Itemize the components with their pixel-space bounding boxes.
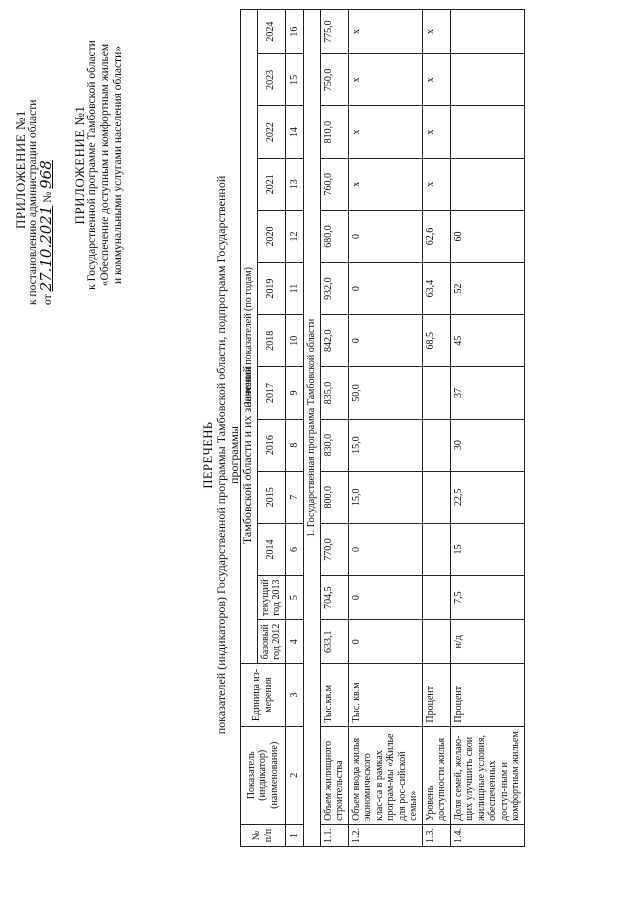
value-cell: 68,5 (422, 315, 450, 367)
col-header-name: Показатель (индикатор) (наименование) (241, 726, 286, 824)
value-cell: 52 (450, 263, 524, 315)
value-cell: 0 (348, 210, 422, 262)
column-number: 10 (285, 315, 304, 367)
column-number: 5 (285, 576, 304, 620)
table-body (320, 10, 524, 847)
year-header: базовый год 2012 (257, 620, 285, 664)
row-number: 1.4. (450, 824, 524, 846)
indicator-name: Объем жилищного строительства (320, 726, 348, 824)
value-cell: 633,1 (320, 620, 348, 664)
column-number: 8 (285, 419, 304, 471)
row-number: 1.2. (348, 824, 422, 846)
table-row (348, 10, 422, 847)
table-row (450, 10, 524, 847)
value-cell: 830,0 (320, 419, 348, 471)
value-cell: 30 (450, 419, 524, 471)
program-line-3: и коммунальными услугами населения области» (112, 46, 124, 284)
value-cell: н/д (450, 620, 524, 664)
col-header-unit: Единица из-мерения (241, 664, 286, 726)
row-number: 1.1. (320, 824, 348, 846)
value-cell: 62,6 (422, 210, 450, 262)
value-cell: 22,5 (450, 471, 524, 523)
decree-line: к постановлению администрации области (27, 99, 39, 305)
year-header: 2017 (257, 367, 285, 419)
value-cell: 810,0 (320, 106, 348, 158)
unit-cell: Процент (450, 664, 524, 726)
unit-cell: Тыс. кв.м (348, 664, 422, 726)
column-number: 12 (285, 210, 304, 262)
value-cell (450, 158, 524, 210)
value-cell (422, 367, 450, 419)
value-cell: 775,0 (320, 10, 348, 54)
appendix-header-decree (14, 35, 55, 305)
column-number: 6 (285, 523, 304, 575)
value-cell: 0 (348, 620, 422, 664)
year-header: 2018 (257, 315, 285, 367)
year-header: 2014 (257, 523, 285, 575)
year-header: 2020 (257, 210, 285, 262)
program-line-2: «Обеспечение доступным и комфортным жильем (99, 43, 111, 287)
column-number: 15 (285, 54, 304, 106)
value-cell: х (422, 10, 450, 54)
column-number: 13 (285, 158, 304, 210)
value-cell: х (422, 106, 450, 158)
value-cell (422, 419, 450, 471)
title-perechen: ПЕРЕЧЕНЬ (201, 421, 215, 489)
table-row (320, 10, 348, 847)
value-cell: 680,0 (320, 210, 348, 262)
column-number: 4 (285, 620, 304, 664)
decree-date-line: от 27.10.2021 № 968 (37, 160, 55, 305)
year-header: 2015 (257, 471, 285, 523)
title-line-2: показателей (индикаторов) Государственной программы Тамбовской области, подпрограмм Государственной программы (214, 175, 241, 735)
value-cell: 15 (450, 523, 524, 575)
value-cell: 800,0 (320, 471, 348, 523)
value-cell: 15,0 (348, 471, 422, 523)
column-number: 1 (285, 824, 304, 846)
indicator-name: Уровень доступности жилья (422, 726, 450, 824)
value-cell: х (348, 54, 422, 106)
row-number: 1.3. (422, 824, 450, 846)
appendix-title: ПРИЛОЖЕНИЕ №1 (13, 110, 28, 229)
value-cell (450, 106, 524, 158)
column-number-row (285, 10, 304, 847)
year-header: 2023 (257, 54, 285, 106)
value-cell (450, 10, 524, 54)
value-cell: 0 (348, 263, 422, 315)
unit-cell: Тыс.кв.м (320, 664, 348, 726)
value-cell: 0 (348, 315, 422, 367)
column-number: 2 (285, 726, 304, 824)
value-cell (422, 471, 450, 523)
decree-date: 27.10.2021 (37, 205, 55, 292)
value-cell: х (422, 54, 450, 106)
value-cell: 842,0 (320, 315, 348, 367)
col-header-no: № п/п (241, 824, 286, 846)
value-cell: 15,0 (348, 419, 422, 471)
program-line-1: к Государственной программе Тамбовской области (86, 40, 98, 290)
year-header: 2024 (257, 10, 285, 54)
value-cell: 0 (348, 523, 422, 575)
table-row (422, 10, 450, 847)
section-row (304, 10, 321, 847)
year-header: 2021 (257, 158, 285, 210)
header-row-1 (241, 10, 258, 847)
decree-number: 968 (37, 160, 55, 189)
value-cell: 835,0 (320, 367, 348, 419)
column-number: 16 (285, 10, 304, 54)
value-cell: 63,4 (422, 263, 450, 315)
value-cell: 7,5 (450, 576, 524, 620)
column-number: 3 (285, 664, 304, 726)
value-cell: 704,5 (320, 576, 348, 620)
year-header: текущий год 2013 (257, 576, 285, 620)
appendix-header-program (73, 25, 125, 305)
value-cell: 760,0 (320, 158, 348, 210)
value-cell: 60 (450, 210, 524, 262)
value-cell: х (348, 106, 422, 158)
column-number: 7 (285, 471, 304, 523)
value-cell: 932,0 (320, 263, 348, 315)
value-cell: 45 (450, 315, 524, 367)
indicators-table (240, 9, 525, 847)
value-cell: 37 (450, 367, 524, 419)
indicator-name: Объем ввода жилья экономического клас-са в рамках програм-мы «Жилье для рос-сийской семьи» (348, 726, 422, 824)
column-number: 9 (285, 367, 304, 419)
year-header: 2016 (257, 419, 285, 471)
value-cell (422, 620, 450, 664)
title-line-3: Тамбовской области и их значений (240, 365, 254, 545)
section-title: 1. Государственная программа Тамбовской области (304, 10, 321, 847)
program-appendix-title: ПРИЛОЖЕНИЕ №1 (72, 105, 87, 225)
value-cell (422, 576, 450, 620)
column-number: 11 (285, 263, 304, 315)
value-cell (450, 54, 524, 106)
indicator-name: Доля семей, желаю-щих улучшить свои жилищные условия, обеспеченных доступ-ным и комфортным жильем (450, 726, 524, 824)
year-header: 2019 (257, 263, 285, 315)
value-cell: х (348, 158, 422, 210)
column-number: 14 (285, 106, 304, 158)
value-cell: х (422, 158, 450, 210)
value-cell: 750,0 (320, 54, 348, 106)
value-cell: 770,0 (320, 523, 348, 575)
value-cell: 0 (348, 576, 422, 620)
unit-cell: Процент (422, 664, 450, 726)
year-header: 2022 (257, 106, 285, 158)
value-cell: х (348, 10, 422, 54)
value-cell (422, 523, 450, 575)
value-cell: 50,0 (348, 367, 422, 419)
col-header-values: Значения показателей (по годам) (241, 10, 258, 664)
